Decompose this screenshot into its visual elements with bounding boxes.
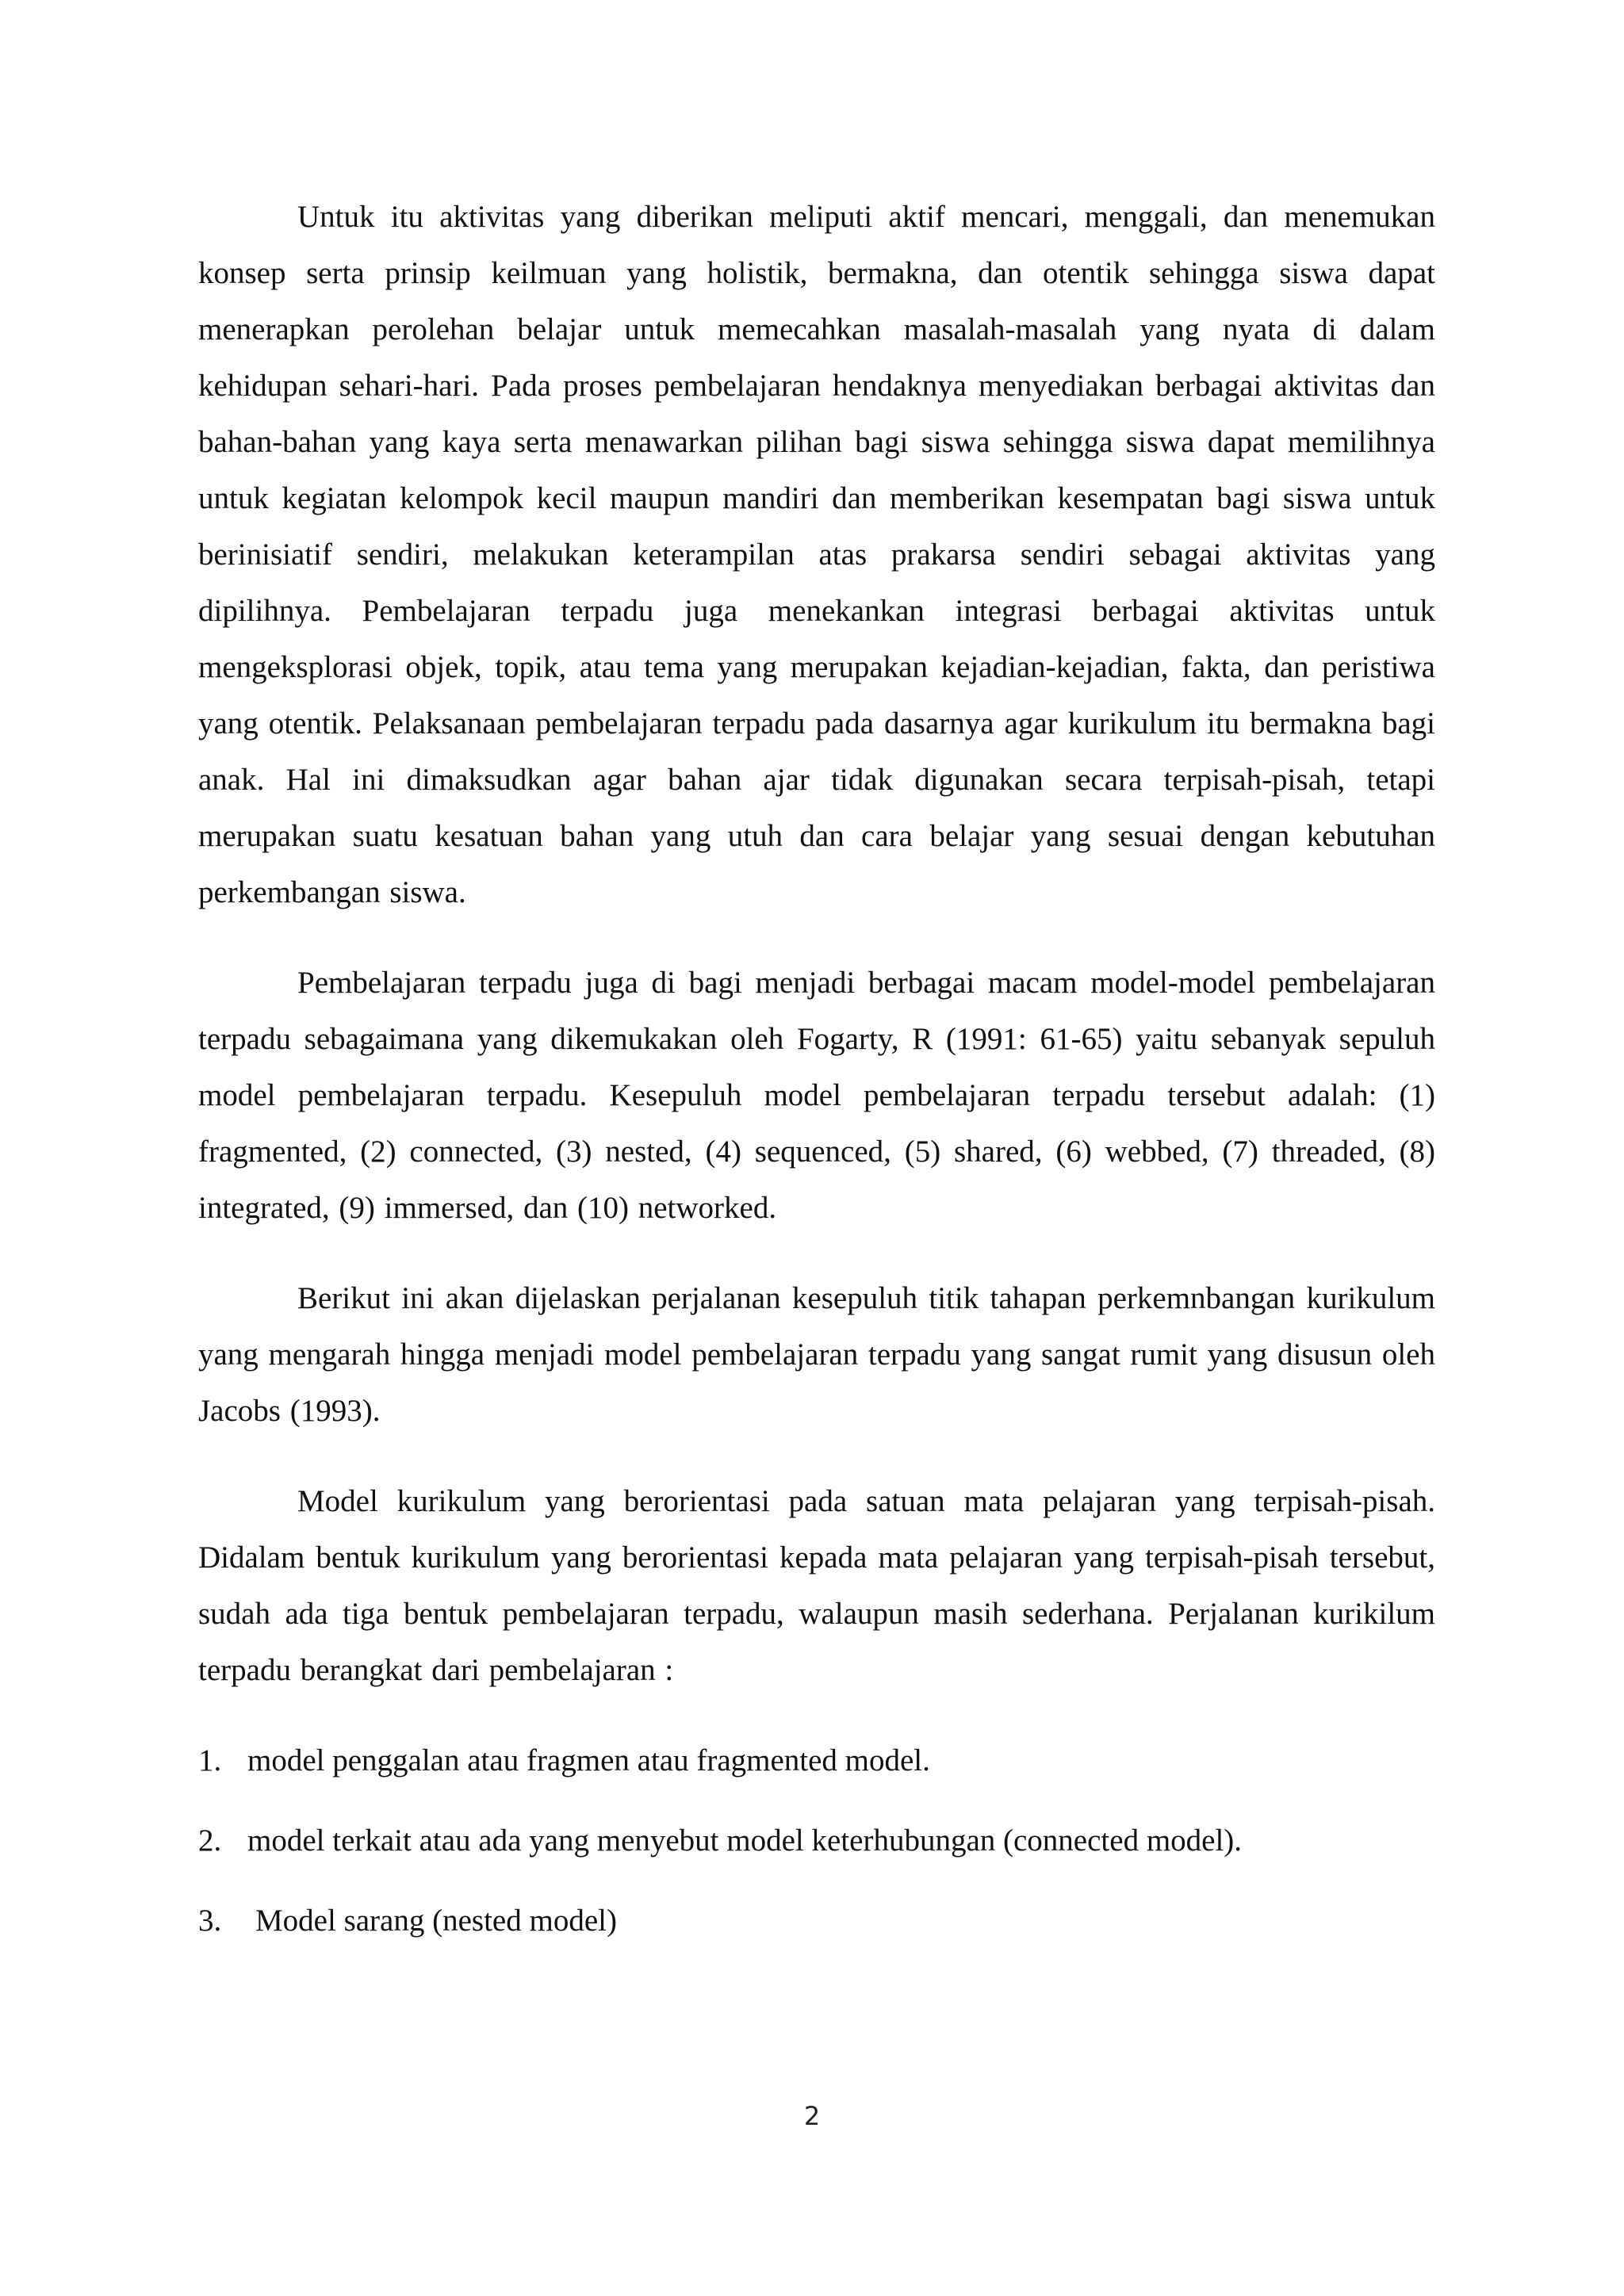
- page-number: 2: [803, 2101, 821, 2131]
- paragraph-jacobs: Berikut ini akan dijelaskan perjalanan kesepuluh titik tahapan perkemnbangan kurikulum yang mengarah hingga menjadi model pembelajaran terpadu yang sangat rumit yang disusun oleh Jacobs (1993).: [198, 1281, 1435, 1428]
- list-item: [198, 1892, 1435, 1949]
- paragraph-aktivitas: Untuk itu aktivitas yang diberikan meliputi aktif mencari, menggali, dan menemukan konsep serta prinsip keilmuan yang holistik, bermakna, dan otentik sehingga siswa dapat menerapkan perolehan belajar untuk memecahkan masalah-masalah yang nyata di dalam kehidupan sehari-hari. Pada proses pembelajaran hendaknya menyediakan berbagai aktivitas dan bahan-bahan yang kaya serta menawarkan pilihan bagi siswa sehingga siswa dapat memilihnya untuk kegiatan kelompok kecil maupun mandiri dan memberikan kesempatan bagi siswa untuk berinisiatif sendiri, melakukan keterampilan atas prakarsa sendiri sebagai aktivitas yang dipilihnya. Pembelajaran terpadu juga menekankan integrasi berbagai aktivitas untuk mengeksplorasi objek, topik, atau tema yang merupakan kejadian-kejadian, fakta, dan peristiwa yang otentik. Pelaksanaan pembelajaran terpadu pada dasarnya agar kurikulum itu bermakna bagi anak. Hal ini dimaksudkan agar bahan ajar tidak digunakan secara terpisah-pisah, tetapi merupakan suatu kesatuan bahan yang utuh dan cara belajar yang sesuai dengan kebutuhan perkembangan siswa.: [198, 200, 1435, 909]
- list-item-number: 2.: [198, 1823, 222, 1858]
- list-item-number: 3.: [198, 1904, 222, 1938]
- list-item-text: model terkait atau ada yang menyebut model keterhubungan (connected model).: [247, 1823, 1243, 1858]
- document-body: [198, 189, 1435, 1973]
- list-item: [198, 1812, 1435, 1869]
- list-item: [198, 1732, 1435, 1789]
- list-item-text: Model sarang (nested model): [255, 1904, 617, 1938]
- list-item-number: 1.: [198, 1743, 222, 1777]
- paragraph-kurikulum-terpisah: Model kurikulum yang berorientasi pada satuan mata pelajaran yang terpisah-pisah. Didalam bentuk kurikulum yang berorientasi kepada mata pelajaran yang terpisah-pisah tersebut, sudah ada tiga bentuk pembelajaran terpadu, walaupun masih sederhana. Perjalanan kurikilum terpadu berangkat dari pembelajaran :: [198, 1484, 1435, 1687]
- list-item-text: model penggalan atau fragmen atau fragmented model.: [247, 1743, 930, 1777]
- paragraph-model-fogarty: Pembelajaran terpadu juga di bagi menjadi berbagai macam model-model pembelajaran terpadu sebagaimana yang dikemukakan oleh Fogarty, R (1991: 61-65) yaitu sebanyak sepuluh model pembelajaran terpadu. Kesepuluh model pembelajaran terpadu tersebut adalah: (1) fragmented, (2) connected, (3) nested, (4) sequenced, (5) shared, (6) webbed, (7) threaded, (8) integrated, (9) immersed, dan (10) networked.: [198, 966, 1435, 1225]
- model-list: [198, 1732, 1435, 1949]
